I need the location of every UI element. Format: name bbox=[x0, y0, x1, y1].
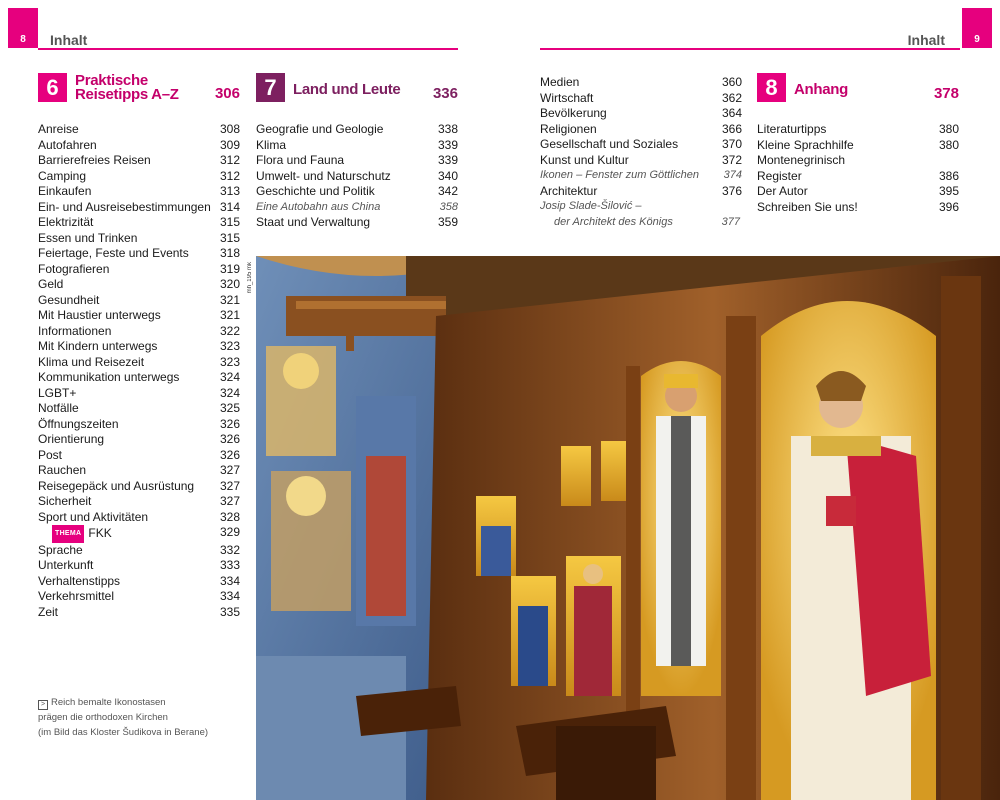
toc-entry[interactable] bbox=[540, 184, 742, 200]
chapter-8-toc bbox=[757, 122, 959, 215]
toc-entry-page: 313 bbox=[219, 184, 240, 198]
toc-entry-label: Umwelt- und Naturschutz bbox=[256, 168, 391, 183]
toc-entry-label: Orientierung bbox=[38, 432, 105, 446]
toc-entry[interactable] bbox=[757, 122, 959, 138]
toc-entry-label: Barrierefreies Reisen bbox=[38, 153, 151, 167]
toc-entry-label: Anreise bbox=[38, 122, 79, 136]
toc-entry-page: 324 bbox=[219, 370, 240, 384]
chapter-6-page: 306 bbox=[214, 85, 240, 102]
toc-entry[interactable] bbox=[38, 463, 240, 479]
toc-entry-label: Josip Slade-Šilović – bbox=[540, 200, 642, 212]
toc-entry-label: Zeit bbox=[38, 604, 59, 619]
toc-entry-page: 320 bbox=[219, 277, 240, 291]
chapter-8-number: 8 bbox=[757, 73, 786, 102]
toc-entry-page: 359 bbox=[437, 215, 458, 229]
toc-entry-label: Autofahren bbox=[38, 137, 97, 152]
toc-entry-label: Wirtschaft bbox=[540, 90, 594, 105]
toc-entry-page: 366 bbox=[721, 121, 742, 136]
toc-entry-label: Post bbox=[38, 447, 63, 462]
toc-entry-page: 327 bbox=[219, 494, 240, 508]
toc-entry-page: 326 bbox=[219, 416, 240, 431]
toc-entry[interactable] bbox=[38, 138, 240, 154]
toc-entry[interactable] bbox=[757, 200, 959, 216]
toc-entry-page: 329 bbox=[219, 525, 240, 539]
toc-entry-page: 332 bbox=[219, 542, 240, 557]
toc-entry[interactable] bbox=[540, 122, 742, 138]
toc-entry[interactable] bbox=[38, 215, 240, 231]
toc-entry-page: 312 bbox=[219, 168, 240, 183]
toc-entry[interactable] bbox=[256, 122, 458, 138]
chapter-7-toc bbox=[256, 122, 458, 231]
toc-entry[interactable] bbox=[540, 199, 742, 215]
toc-entry-label: Religionen bbox=[540, 121, 597, 136]
chapter-6-column bbox=[38, 72, 240, 620]
toc-entry-page: 334 bbox=[219, 573, 240, 588]
toc-entry-label: Klima und Reisezeit bbox=[38, 354, 145, 369]
toc-entry[interactable] bbox=[256, 153, 458, 169]
toc-entry[interactable] bbox=[38, 339, 240, 355]
toc-entry[interactable] bbox=[38, 200, 240, 216]
toc-entry[interactable] bbox=[256, 215, 458, 231]
toc-entry-label: Sicherheit bbox=[38, 494, 92, 508]
toc-entry-page: 358 bbox=[439, 200, 458, 213]
toc-entry-label: Kleine Sprachhilfe Montenegrinisch bbox=[757, 137, 854, 167]
toc-entry-page: 362 bbox=[721, 90, 742, 105]
toc-entry-page: 325 bbox=[219, 401, 240, 415]
toc-entry-label: Rauchen bbox=[38, 463, 87, 477]
toc-entry-page: 321 bbox=[219, 308, 240, 322]
toc-entry-page: 364 bbox=[721, 106, 742, 120]
toc-entry-label: Geld bbox=[38, 277, 64, 291]
toc-entry-page: 372 bbox=[721, 152, 742, 167]
toc-entry[interactable] bbox=[38, 184, 240, 200]
toc-entry[interactable] bbox=[38, 574, 240, 590]
toc-entry[interactable] bbox=[256, 169, 458, 185]
toc-entry[interactable] bbox=[38, 479, 240, 495]
toc-entry[interactable] bbox=[540, 137, 742, 153]
toc-entry-page: 370 bbox=[721, 137, 742, 151]
iconostasis-illustration bbox=[256, 256, 1000, 800]
toc-entry-page: 338 bbox=[437, 122, 458, 136]
toc-entry-label: Kunst und Kultur bbox=[540, 152, 629, 167]
toc-entry-label: Elektrizität bbox=[38, 215, 94, 229]
toc-entry-page: 340 bbox=[437, 168, 458, 183]
toc-entry-label: Der Autor bbox=[757, 184, 808, 198]
toc-entry-label: Notfälle bbox=[38, 401, 79, 415]
toc-entry[interactable] bbox=[38, 558, 240, 574]
toc-entry[interactable] bbox=[540, 75, 742, 91]
toc-entry[interactable] bbox=[38, 355, 240, 371]
toc-entry-page: 324 bbox=[219, 385, 240, 400]
toc-entry[interactable] bbox=[38, 246, 240, 262]
toc-entry-label: Ikonen – Fenster zum Göttlichen bbox=[540, 169, 699, 181]
toc-entry-page: 327 bbox=[219, 463, 240, 477]
chapter-7-heading[interactable] bbox=[256, 72, 458, 102]
chapter-6-title: Praktische Reisetipps A–Z bbox=[75, 72, 179, 103]
toc-entry-label: Einkaufen bbox=[38, 184, 92, 198]
toc-entry-page: 309 bbox=[219, 137, 240, 152]
toc-entry-page: 335 bbox=[219, 604, 240, 619]
toc-entry-page: 333 bbox=[219, 558, 240, 572]
photo-caption: > Reich bemalte Ikonostasen prägen die orthodoxen Kirchen (im Bild das Kloster Šudikova in Berane) bbox=[38, 697, 209, 738]
toc-entry[interactable] bbox=[38, 293, 240, 309]
toc-entry-label: Staat und Verwaltung bbox=[256, 215, 371, 229]
toc-entry[interactable] bbox=[38, 277, 240, 293]
toc-entry-label: Geschichte und Politik bbox=[256, 184, 375, 198]
chapter-8-title: Anhang bbox=[794, 81, 849, 98]
chapter-6-toc bbox=[38, 122, 240, 620]
toc-entry[interactable] bbox=[38, 324, 240, 340]
thema-badge: THEMA bbox=[52, 525, 84, 543]
toc-entry-label: Unterkunft bbox=[38, 558, 94, 572]
toc-entry-label: Register bbox=[757, 168, 802, 183]
toc-entry-page: 380 bbox=[938, 122, 959, 136]
toc-entry-page: 334 bbox=[219, 589, 240, 603]
toc-entry[interactable] bbox=[38, 417, 240, 433]
toc-entry-label: Geografie und Geologie bbox=[256, 122, 384, 136]
toc-entry[interactable] bbox=[256, 138, 458, 154]
toc-entry-page: 326 bbox=[219, 432, 240, 446]
toc-entry-page: 323 bbox=[219, 339, 240, 353]
chapter-7-page: 336 bbox=[432, 85, 458, 102]
toc-entry-page: 360 bbox=[721, 75, 742, 89]
toc-entry[interactable] bbox=[38, 308, 240, 324]
toc-entry-label: Gesellschaft und Soziales bbox=[540, 137, 679, 151]
toc-entry-label: Reisegepäck und Ausrüstung bbox=[38, 478, 195, 493]
toc-entry-label: Medien bbox=[540, 75, 580, 89]
toc-entry[interactable] bbox=[38, 401, 240, 417]
toc-entry-label: Ein- und Ausreisebestimmungen bbox=[38, 199, 211, 214]
toc-entry[interactable] bbox=[38, 386, 240, 402]
toc-entry-label: LGBT+ bbox=[38, 385, 77, 400]
toc-entry-page: 395 bbox=[938, 184, 959, 198]
toc-entry-page: 319 bbox=[219, 261, 240, 276]
toc-entry-page: 323 bbox=[219, 354, 240, 369]
toc-entry[interactable] bbox=[540, 106, 742, 122]
chapter-7-number: 7 bbox=[256, 73, 285, 102]
chapter-7-column bbox=[256, 72, 458, 231]
toc-entry-page: 322 bbox=[219, 323, 240, 338]
chapter-7-title: Land und Leute bbox=[293, 81, 401, 98]
photo-credit: mh_195 mk bbox=[247, 262, 253, 294]
toc-entry[interactable] bbox=[757, 138, 959, 169]
arrow-right-icon: > bbox=[38, 700, 48, 710]
toc-entry-page: 318 bbox=[219, 246, 240, 260]
toc-entry-page: 377 bbox=[721, 215, 740, 228]
toc-entry-label: Fotografieren bbox=[38, 261, 110, 276]
toc-entry-label: Sport und Aktivitäten bbox=[38, 509, 149, 524]
toc-entry-label: Schreiben Sie uns! bbox=[757, 199, 858, 214]
toc-entry-page: 376 bbox=[721, 183, 742, 198]
toc-entry-label: der Architekt des Königs bbox=[554, 215, 673, 228]
toc-entry-label: Literaturtipps bbox=[757, 122, 827, 136]
toc-entry-page: 386 bbox=[938, 168, 959, 183]
chapter-8-heading[interactable] bbox=[757, 72, 959, 102]
chapter-6-number: 6 bbox=[38, 73, 67, 102]
chapter-7-continued-column bbox=[540, 75, 742, 230]
header-rule-left bbox=[38, 48, 458, 50]
toc-entry-label: Camping bbox=[38, 168, 87, 183]
toc-entry[interactable] bbox=[38, 169, 240, 185]
toc-entry-page: 321 bbox=[219, 292, 240, 307]
toc-entry[interactable] bbox=[38, 589, 240, 605]
toc-entry-label: Architektur bbox=[540, 183, 598, 198]
toc-entry-label: Öffnungszeiten bbox=[38, 416, 119, 431]
toc-entry-page: 328 bbox=[219, 509, 240, 524]
toc-entry-page: 374 bbox=[723, 169, 742, 181]
toc-entry-page: 326 bbox=[219, 447, 240, 462]
toc-entry-label: Feiertage, Feste und Events bbox=[38, 246, 189, 260]
toc-entry-page: 312 bbox=[219, 153, 240, 167]
toc-entry-label: Essen und Trinken bbox=[38, 230, 138, 245]
toc-entry-page: 339 bbox=[437, 153, 458, 167]
toc-entry-label: Gesundheit bbox=[38, 292, 100, 307]
toc-entry-label: Informationen bbox=[38, 323, 112, 338]
toc-entry[interactable] bbox=[38, 231, 240, 247]
toc-entry-label: Bevölkerung bbox=[540, 106, 607, 120]
toc-entry-thema[interactable] bbox=[38, 525, 240, 543]
toc-entry-label: THEMA FKK bbox=[38, 525, 112, 543]
toc-entry[interactable] bbox=[757, 184, 959, 200]
toc-entry[interactable] bbox=[256, 200, 458, 216]
toc-entry-page: 342 bbox=[437, 184, 458, 198]
toc-entry-page: 396 bbox=[938, 199, 959, 214]
toc-entry[interactable] bbox=[38, 605, 240, 621]
toc-entry[interactable] bbox=[540, 168, 742, 184]
chapter-6-heading[interactable] bbox=[38, 72, 240, 102]
header-rule-right bbox=[540, 48, 960, 50]
toc-entry-page: 308 bbox=[219, 122, 240, 136]
toc-entry[interactable] bbox=[38, 448, 240, 464]
toc-entry-page: 380 bbox=[938, 137, 959, 152]
toc-entry[interactable] bbox=[540, 153, 742, 169]
iconostasis-photo bbox=[256, 256, 1000, 800]
chapter-8-column bbox=[757, 72, 959, 215]
toc-entry-label: Mit Kindern unterwegs bbox=[38, 339, 158, 353]
chapter-8-page: 378 bbox=[933, 85, 959, 102]
toc-entry[interactable] bbox=[38, 510, 240, 526]
toc-entry[interactable] bbox=[38, 432, 240, 448]
toc-entry-page: 339 bbox=[437, 137, 458, 152]
toc-entry[interactable] bbox=[38, 153, 240, 169]
toc-entry[interactable] bbox=[757, 169, 959, 185]
toc-entry-page: 315 bbox=[219, 230, 240, 245]
toc-entry-label: Mit Haustier unterwegs bbox=[38, 308, 161, 322]
running-title-right: Inhalt bbox=[907, 32, 945, 48]
toc-entry[interactable] bbox=[38, 494, 240, 510]
toc-entry-label: Kommunikation unterwegs bbox=[38, 370, 180, 384]
toc-entry[interactable] bbox=[38, 262, 240, 278]
toc-entry-page: 315 bbox=[219, 215, 240, 229]
toc-entry-label: Klima bbox=[256, 137, 287, 152]
toc-entry[interactable] bbox=[38, 122, 240, 138]
page-number-right: 9 bbox=[962, 8, 992, 48]
toc-entry[interactable] bbox=[540, 215, 742, 231]
toc-entry[interactable] bbox=[256, 184, 458, 200]
toc-entry-label: Verhaltenstipps bbox=[38, 573, 121, 588]
toc-entry-page: 314 bbox=[219, 199, 240, 214]
chapter-7-toc-continued bbox=[540, 75, 742, 230]
toc-entry-label: Eine Autobahn aus China bbox=[256, 200, 381, 213]
page-number-left: 8 bbox=[8, 8, 38, 48]
toc-entry[interactable] bbox=[38, 543, 240, 559]
toc-entry-label: Flora und Fauna bbox=[256, 153, 345, 167]
toc-entry[interactable] bbox=[540, 91, 742, 107]
running-title-left: Inhalt bbox=[50, 32, 88, 48]
toc-entry[interactable] bbox=[38, 370, 240, 386]
toc-entry-page: 327 bbox=[219, 478, 240, 493]
toc-entry-label: Verkehrsmittel bbox=[38, 589, 115, 603]
toc-entry-label: Sprache bbox=[38, 542, 83, 557]
